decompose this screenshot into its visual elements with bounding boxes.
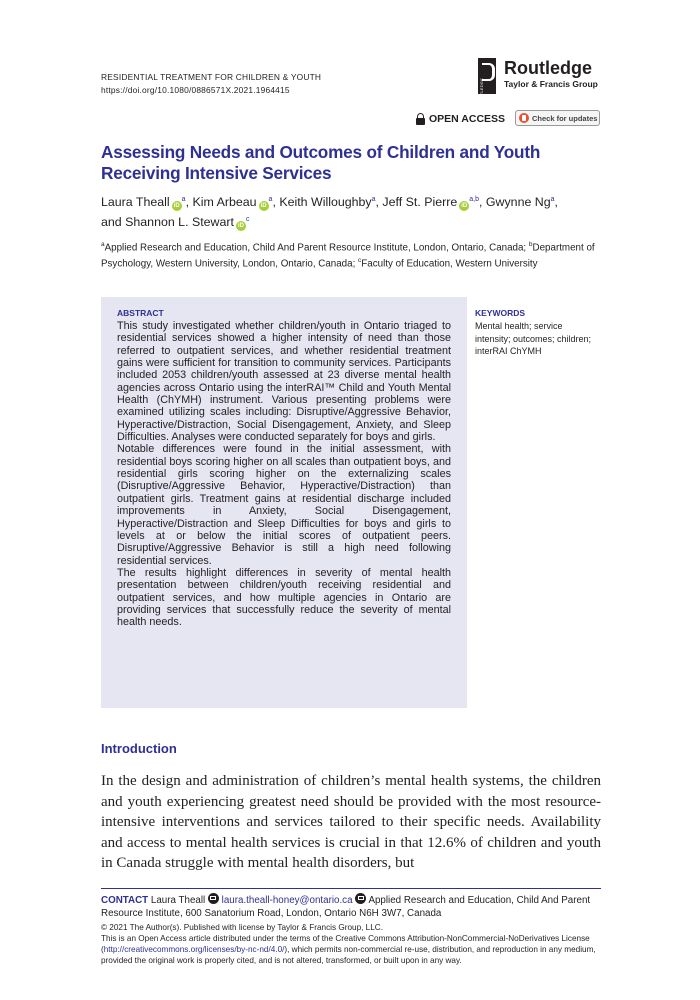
contact-email-link[interactable]: laura.theall-honey@ontario.ca [221,895,353,906]
footer-divider [101,888,601,889]
contact-info [101,893,601,920]
author-name[interactable]: Laura Theall [101,195,170,210]
article-title: Assessing Needs and Outcomes of Children and Youth Receiving Intensive Services [101,142,541,183]
orcid-icon[interactable]: iD [461,203,468,210]
routledge-mark-icon: ROUTLEDGE [478,58,496,94]
check-for-updates-button[interactable] [515,110,600,126]
author-name[interactable]: Gwynne Ng [485,195,551,210]
affiliation-mark: a [371,196,376,203]
contact-name: Laura Theall [150,895,206,906]
affiliation-mark: a [550,196,555,203]
journal-name: RESIDENTIAL TREATMENT FOR CHILDREN & YOUTH [101,72,322,82]
author-name[interactable]: Kim Arbeau [192,195,257,210]
contact-address: Applied Research and Education, Child And Parent Resource Institute, 600 Sanatorium Road, London, Ontario N6H 3W7, Canada [101,895,591,919]
keywords-text: Mental health; service intensity; outcomes; children; interRAI ChYMH [475,321,592,356]
open-access-label: OPEN ACCESS [429,113,506,125]
affiliation-mark: a [268,196,273,203]
journal-header [101,71,321,97]
abstract-paragraph: This study investigated whether children/youth in Ontario triaged to residential services showed a higher intensity of need than those referred to outpatient services, and whether residential treatment gains were sufficient for transition to community services. Participants included 2053 children/youth assessed at 23 diverse mental health agencies across Ontario using the interRAI™ Child and Youth Mental Health (ChYMH) instrument. Various presenting problems were examined utilizing scales including: Disruptive/Aggressive Behavior, Hyperactive/Distraction, Social Disengagement, Anxiety, and Sleep Difficulties. Analyses were conducted separately for boys and girls. [117,320,451,444]
address-icon [355,893,366,904]
author-list: Laura Theall $iD^a$, Kim Arbeau $iD^a$, Keith Willoughby$^a$, Jeff St. Pierre iD$^{a,b}$, Gwynne Ng$^a$, and Shannon L. Stewart $iD^c$ [101,195,558,230]
affiliations: $^a$Applied Research and Education, Child And Parent Resource Institute, London, Ontario, Canada; $^b$Department of Psychology, Western University, London, Ontario, Canada; $^c$Faculty of Education, Western University [101,241,595,270]
affiliation-mark: a,b [469,196,479,203]
affiliation-b: Department of Psychology, Western University, London, Ontario, Canada; [101,242,595,270]
publisher-logo [478,58,603,105]
copyright-notice [101,922,606,966]
abstract-heading: ABSTRACT [117,308,164,318]
affiliation-c: Faculty of Education, Western University [361,258,538,270]
copyright-line: © 2021 The Author(s). Published with license by Taylor & Francis Group, LLC. [101,923,383,932]
contact-label: CONTACT [101,895,149,906]
author-name[interactable]: Shannon L. Stewart [125,215,234,230]
license-text: This is an Open Access article distributed under the terms of the Creative Commons Attribution-NonCommercial-NoDerivatives License (http://creativecommons.org/licenses/by-nc-nd/4.0/), which permits non-commercial re-use, distribution, and reproduction in any medium, provided the original work is properly cited, and is not altered, transformed, or built upon in any way. [101,934,596,965]
introduction-heading: Introduction [101,741,177,756]
check-for-updates-label: Check for updates [532,113,598,123]
orcid-icon[interactable]: iD [237,223,244,230]
open-access-badge [416,113,505,125]
license-link[interactable]: http://creativecommons.org/licenses/by-nc-nd/4.0/ [103,945,285,954]
publisher-name: Routledge [504,58,592,78]
publisher-subtitle: Taylor & Francis Group [504,79,598,89]
author-name[interactable]: Keith Willoughby [279,195,372,210]
update-icon [519,113,529,123]
affiliation-a: Applied Research and Education, Child And Parent Resource Institute, London, Ontario, Canada; [104,242,527,254]
author-name[interactable]: Jeff St. Pierre [382,195,458,210]
affiliation-mark: a [181,196,186,203]
keywords-heading: KEYWORDS [475,308,526,318]
orcid-icon[interactable]: iD [173,203,180,210]
affiliation-mark: c [245,216,250,224]
open-lock-icon [416,113,425,125]
email-icon [208,893,219,904]
orcid-icon[interactable]: iD [260,203,267,210]
doi-link[interactable]: https://doi.org/10.1080/0886571X.2021.1964415 [101,85,290,95]
introduction-text: In the design and administration of children’s mental health systems, the children and youth experiencing greatest need should be provided with the most resource-intensive interventions and services tailored to their specific needs. Availability and access to mental health services is crucial in that 12.6% of children and youth in Canada struggle with mental health disorders, but [101,773,601,871]
abstract-paragraph: Notable differences were found in the initial assessment, with residential boys scoring higher on all scales than outpatient boys, and residential girls scoring higher on the externalizing scales (Disruptive/Aggressive Behavior, Hyperactive/Distraction) than outpatient girls. Treatment gains at residential discharge included improvements in Anxiety, Social Disengagement, Hyperactive/Distraction and Sleep Difficulties for boys and girls to levels at or below the initial scores of outpatient peers. Disruptive/Aggressive Behavior is still a high need following residential services. [117,443,451,567]
abstract-text [117,320,451,629]
abstract-paragraph: The results highlight differences in severity of mental health presentation between children/youth receiving residential and outpatient services, and how multiple agencies in Ontario are providing services that successfully reduce the severity of mental health needs. [117,566,451,629]
